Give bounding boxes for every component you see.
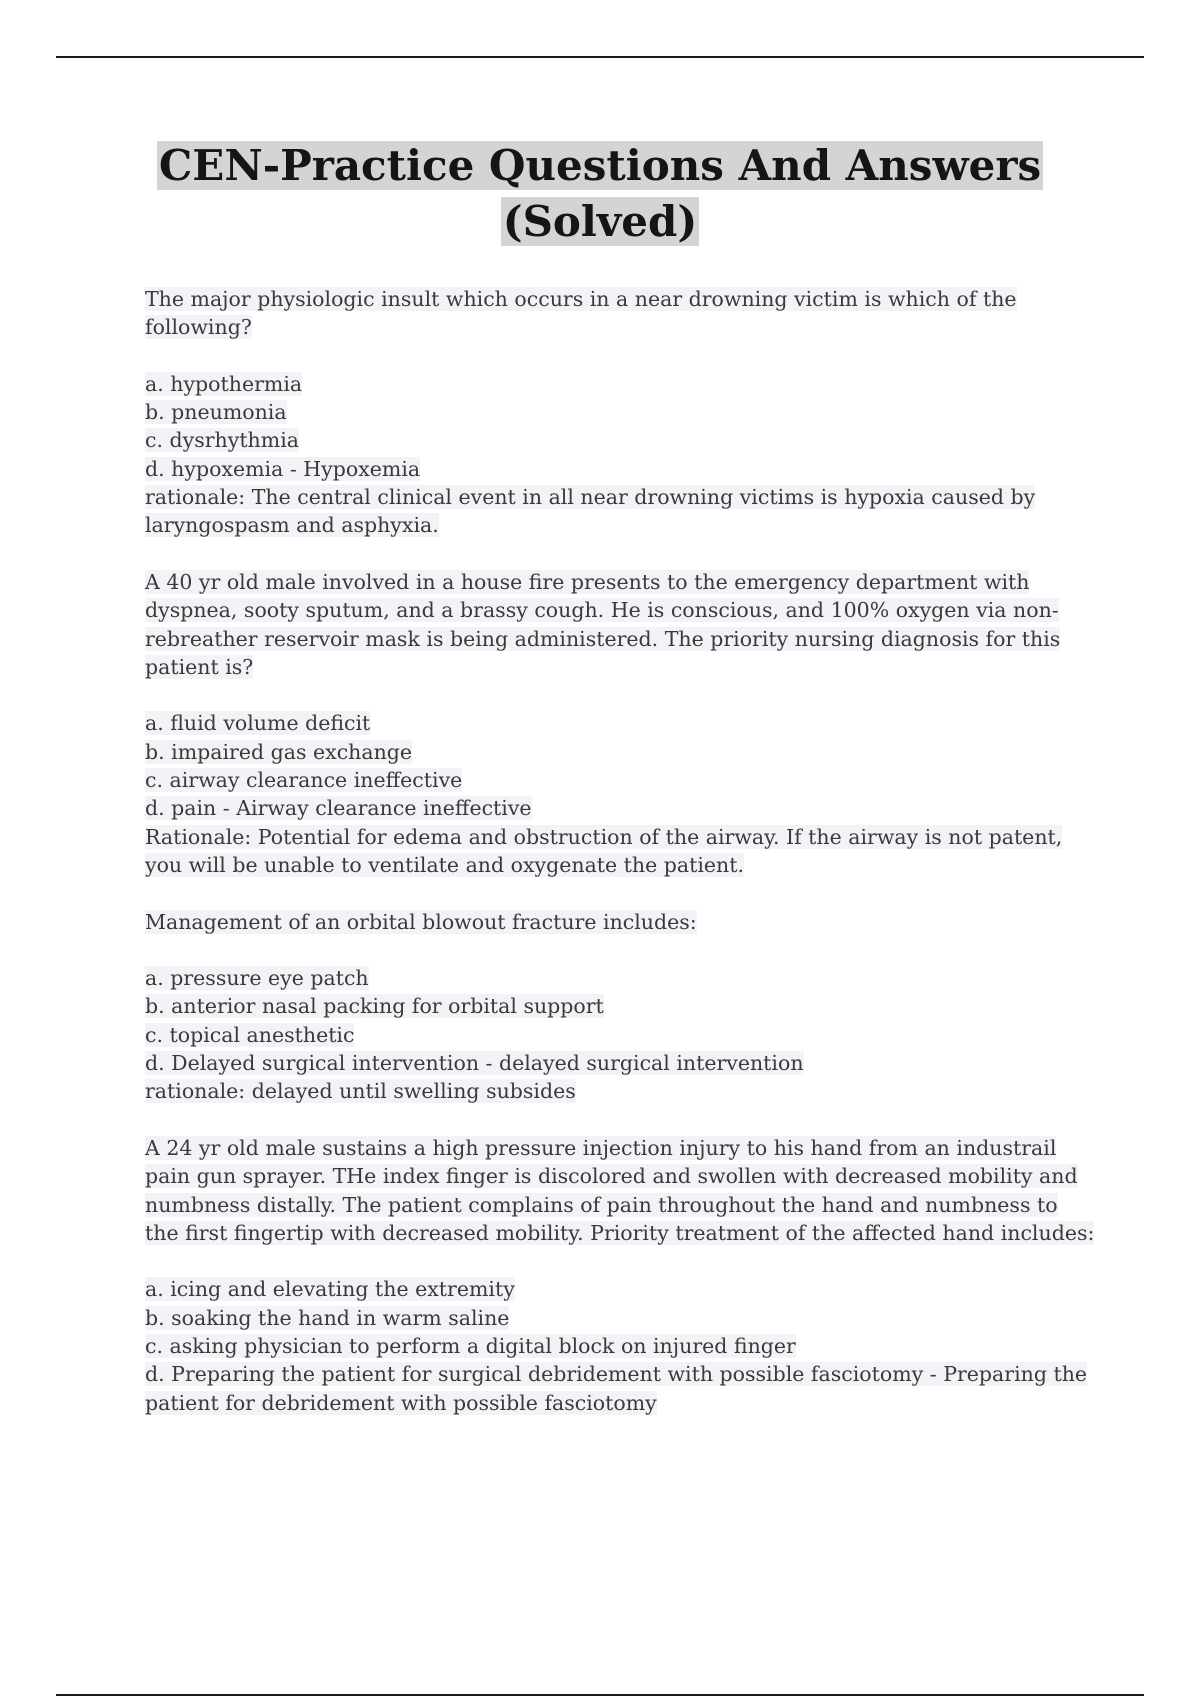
option-d-continued: patient for debridement with possible fasciotomy <box>145 1390 657 1415</box>
question-4-text <box>145 1134 1095 1247</box>
title-line-2: (Solved) <box>502 197 698 246</box>
rationale-line: Rationale: Potential for edema and obstruction of the airway. If the airway is not patent, <box>145 824 1063 849</box>
question-2-text <box>145 568 1085 681</box>
option-c: c. airway clearance ineffective <box>145 768 463 793</box>
option-d: d. pain - Airway clearance ineffective <box>145 796 532 821</box>
option-c: c. dysrhythmia <box>145 428 299 453</box>
question-line: A 24 yr old male sustains a high pressure injection injury to his hand from an industrail <box>145 1135 1057 1160</box>
question-3-answers <box>145 964 1085 1105</box>
page-title <box>0 138 1200 250</box>
option-a: a. hypothermia <box>145 371 303 396</box>
question-line: rebreather reservoir mask is being administered. The priority nursing diagnosis for this <box>145 626 1061 651</box>
question-line: patient is? <box>145 654 254 679</box>
question-line: following? <box>145 315 252 340</box>
question-line: numbness distally. The patient complains of pain throughout the hand and numbness to <box>145 1192 1058 1217</box>
rationale-line: you will be unable to ventilate and oxygenate the patient. <box>145 852 745 877</box>
question-line: dyspnea, sooty sputum, and a brassy cough. He is conscious, and 100% oxygen via non- <box>145 598 1059 623</box>
option-b: b. impaired gas exchange <box>145 739 413 764</box>
rationale-line: rationale: delayed until swelling subsides <box>145 1079 576 1104</box>
bottom-rule <box>56 1694 1144 1696</box>
question-1-answers <box>145 370 1085 540</box>
option-b: b. anterior nasal packing for orbital support <box>145 994 604 1019</box>
option-d: d. Preparing the patient for surgical debridement with possible fasciotomy - Preparing the <box>145 1362 1088 1387</box>
question-4-answers <box>145 1275 1088 1416</box>
option-b: b. soaking the hand in warm saline <box>145 1305 510 1330</box>
option-d: d. Delayed surgical intervention - delayed surgical intervention <box>145 1051 804 1076</box>
document-body <box>145 285 1095 1445</box>
question-line: The major physiologic insult which occurs in a near drowning victim is which of the <box>145 287 1017 311</box>
option-c: c. asking physician to perform a digital block on injured finger <box>145 1333 796 1358</box>
option-a: a. icing and elevating the extremity <box>145 1277 515 1302</box>
option-c: c. topical anesthetic <box>145 1022 355 1047</box>
title-line-1: CEN-Practice Questions And Answers <box>158 141 1042 190</box>
option-a: a. fluid volume deficit <box>145 711 371 736</box>
question-3-text <box>145 908 1085 936</box>
option-a: a. pressure eye patch <box>145 966 369 991</box>
option-d: d. hypoxemia - Hypoxemia <box>145 456 421 481</box>
question-1-text <box>145 285 1085 342</box>
question-2-answers <box>145 709 1085 879</box>
option-b: b. pneumonia <box>145 400 287 425</box>
question-line: the first fingertip with decreased mobility. Priority treatment of the affected hand includes: <box>145 1220 1095 1245</box>
rationale-line: rationale: The central clinical event in all near drowning victims is hypoxia caused by <box>145 485 1036 510</box>
question-line: pain gun sprayer. THe index finger is discolored and swollen with decreased mobility and <box>145 1164 1078 1189</box>
question-line: Management of an orbital blowout fracture includes: <box>145 909 697 934</box>
rationale-line: laryngospasm and asphyxia. <box>145 513 439 538</box>
top-rule <box>56 56 1144 58</box>
question-line: A 40 yr old male involved in a house fire presents to the emergency department with <box>145 569 1030 594</box>
